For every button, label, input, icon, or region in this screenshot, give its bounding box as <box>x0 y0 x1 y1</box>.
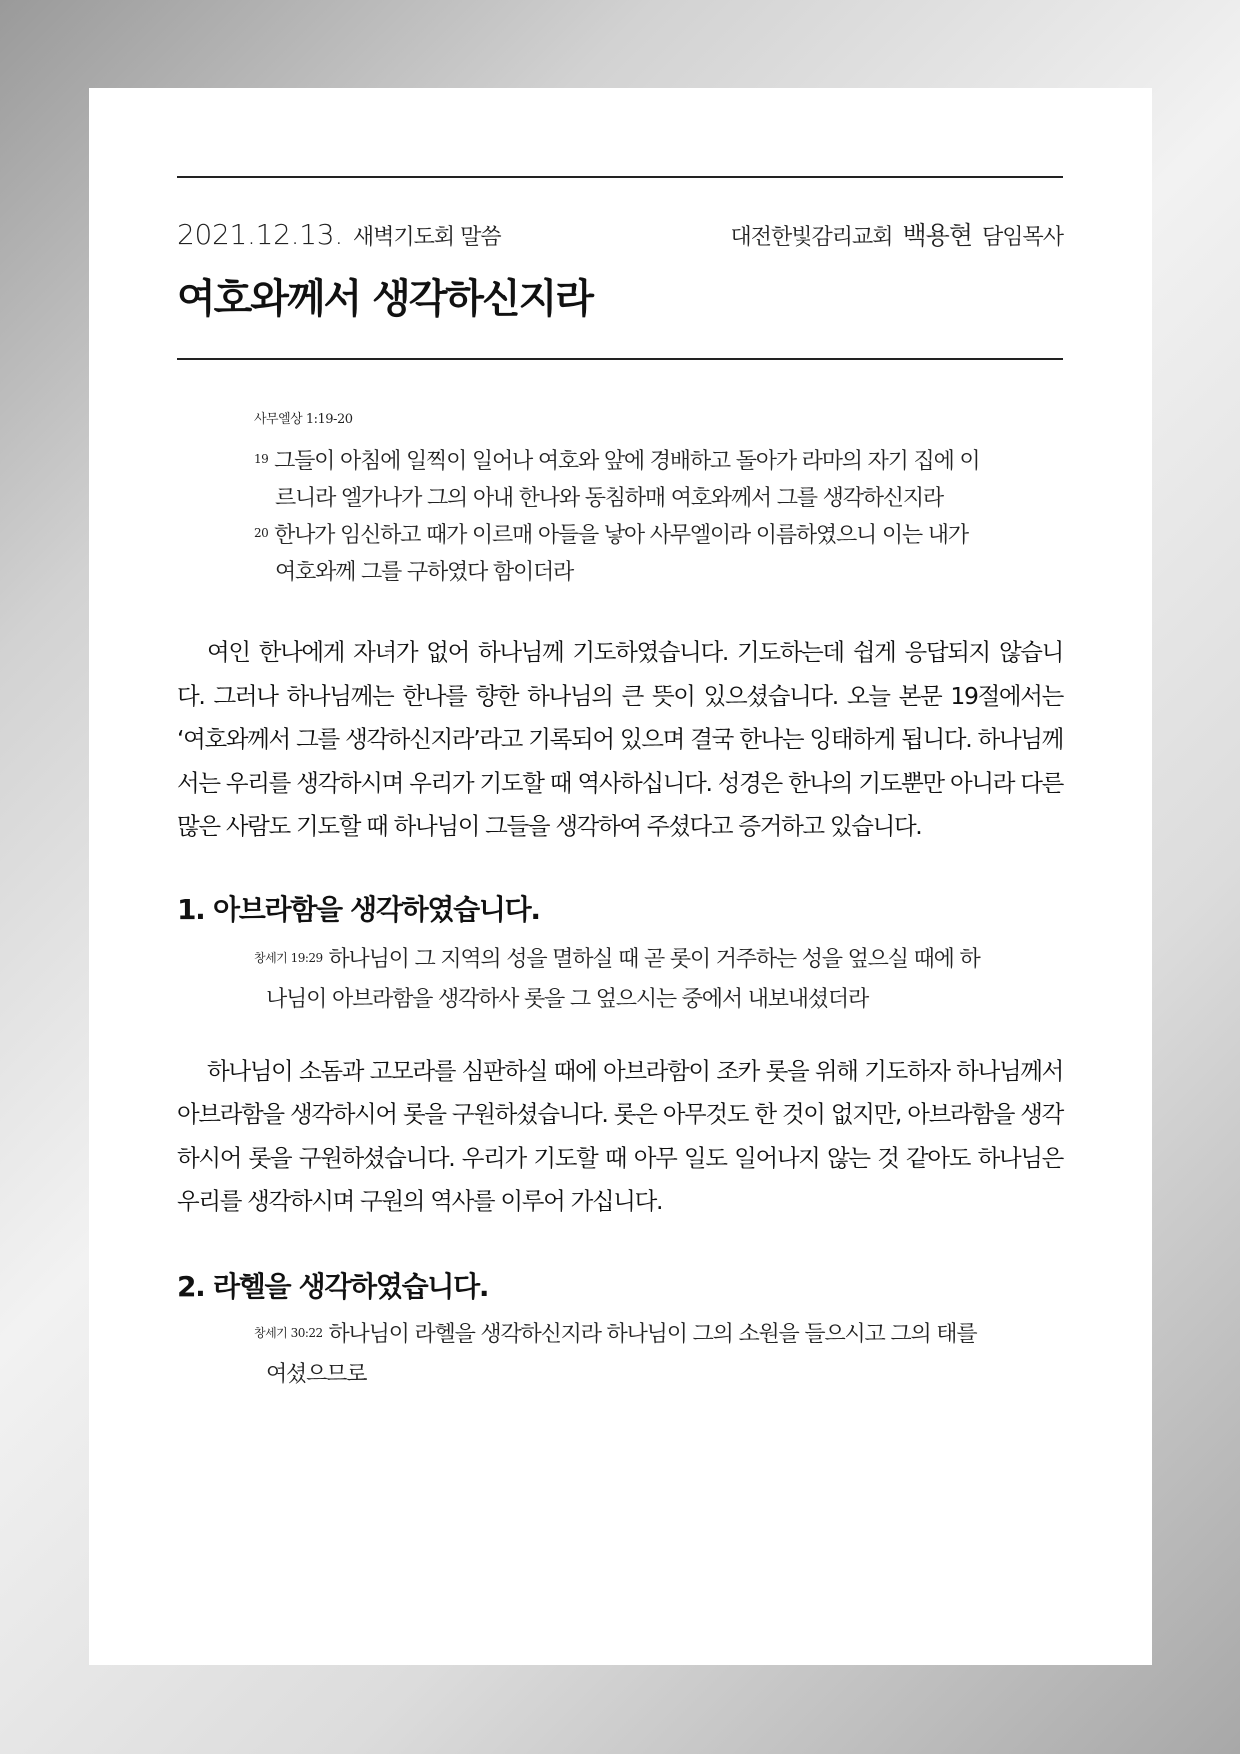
verse <box>254 443 986 517</box>
bottom-rule <box>177 358 1063 360</box>
verse-number: 20 <box>254 526 269 540</box>
sermon-title: 여호와께서 생각하신지라 <box>177 276 592 322</box>
citation-reference: 창세기 30:22 <box>254 1325 323 1340</box>
citation-reference: 창세기 19:29 <box>254 950 323 965</box>
header-meta-right <box>731 216 1064 252</box>
verse-list <box>254 443 986 591</box>
verse <box>254 517 986 591</box>
pastor-name: 백용현 <box>902 221 972 250</box>
section-citation <box>254 1315 998 1395</box>
section-heading: 2. 라헬을 생각하였습니다. <box>177 1269 489 1303</box>
document-content <box>177 176 1063 1395</box>
scripture-passage <box>254 408 986 591</box>
top-rule <box>177 176 1063 178</box>
intro-paragraph: 여인 한나에게 자녀가 없어 하나님께 기도하였습니다. 기도하는데 쉽게 응답되지 않습니다. 그러나 하나님께는 한나를 향한 하나님의 큰 뜻이 있으셨습니다. 오늘 본문 19절에서는 ‘여호와께서 그를 생각하신지라’라고 기록되어 있으며 결국 한나는 잉태하게 됩니다. 하나님께서는 우리를 생각하시며 우리가 기도할 때 역사하십니다. 성경은 한나의 기도뿐만 아니라 다른 많은 사람도 기도할 때 하나님이 그들을 생각하여 주셨다고 증거하고 있습니다. <box>177 638 1063 840</box>
citation-text: 하나님이 그 지역의 성을 멸하실 때 곧 롯이 거주하는 성을 엎으실 때에 하나님이 아브라함을 생각하사 롯을 그 엎으시는 중에서 내보내셨더라 <box>266 946 980 1012</box>
verse-text: 그들이 아침에 일찍이 일어나 여호와 앞에 경배하고 돌아가 라마의 자기 집에 이르니라 엘가나가 그의 아내 한나와 동침하매 여호와께서 그를 생각하신지라 <box>274 449 980 511</box>
header-meta <box>177 216 1063 252</box>
verse-text: 한나가 임신하고 때가 이르매 아들을 낳아 사무엘이라 이름하였으니 이는 내가 여호와께 그를 구하였다 함이더라 <box>274 523 968 585</box>
sermon-date: 2021.12.13. <box>177 218 343 251</box>
section-paragraph: 하나님이 소돔과 고모라를 심판하실 때에 아브라함이 조카 롯을 위해 기도하자 하나님께서 아브라함을 생각하시어 롯을 구원하셨습니다. 롯은 아무것도 한 것이 없지만, 아브라함을 생각하시어 롯을 구원하셨습니다. 우리가 기도할 때 아무 일도 일어나지 않는 것 같아도 하나님은 우리를 생각하시며 구원의 역사를 이루어 가십니다. <box>177 1056 1063 1215</box>
scripture-reference: 사무엘상 1:19-20 <box>254 412 353 427</box>
section-heading: 1. 아브라함을 생각하였습니다. <box>177 892 540 926</box>
pastor-title: 담임목사 <box>981 225 1063 250</box>
document-page <box>89 88 1152 1665</box>
section-citation <box>254 940 998 1020</box>
verse-number: 19 <box>254 452 269 466</box>
citation-text: 하나님이 라헬을 생각하신지라 하나님이 그의 소원을 들으시고 그의 태를 여셨으므로 <box>266 1321 977 1387</box>
service-name: 새벽기도회 말씀 <box>352 225 501 250</box>
header-meta-left <box>177 218 501 251</box>
church-name: 대전한빛감리교회 <box>730 225 893 250</box>
